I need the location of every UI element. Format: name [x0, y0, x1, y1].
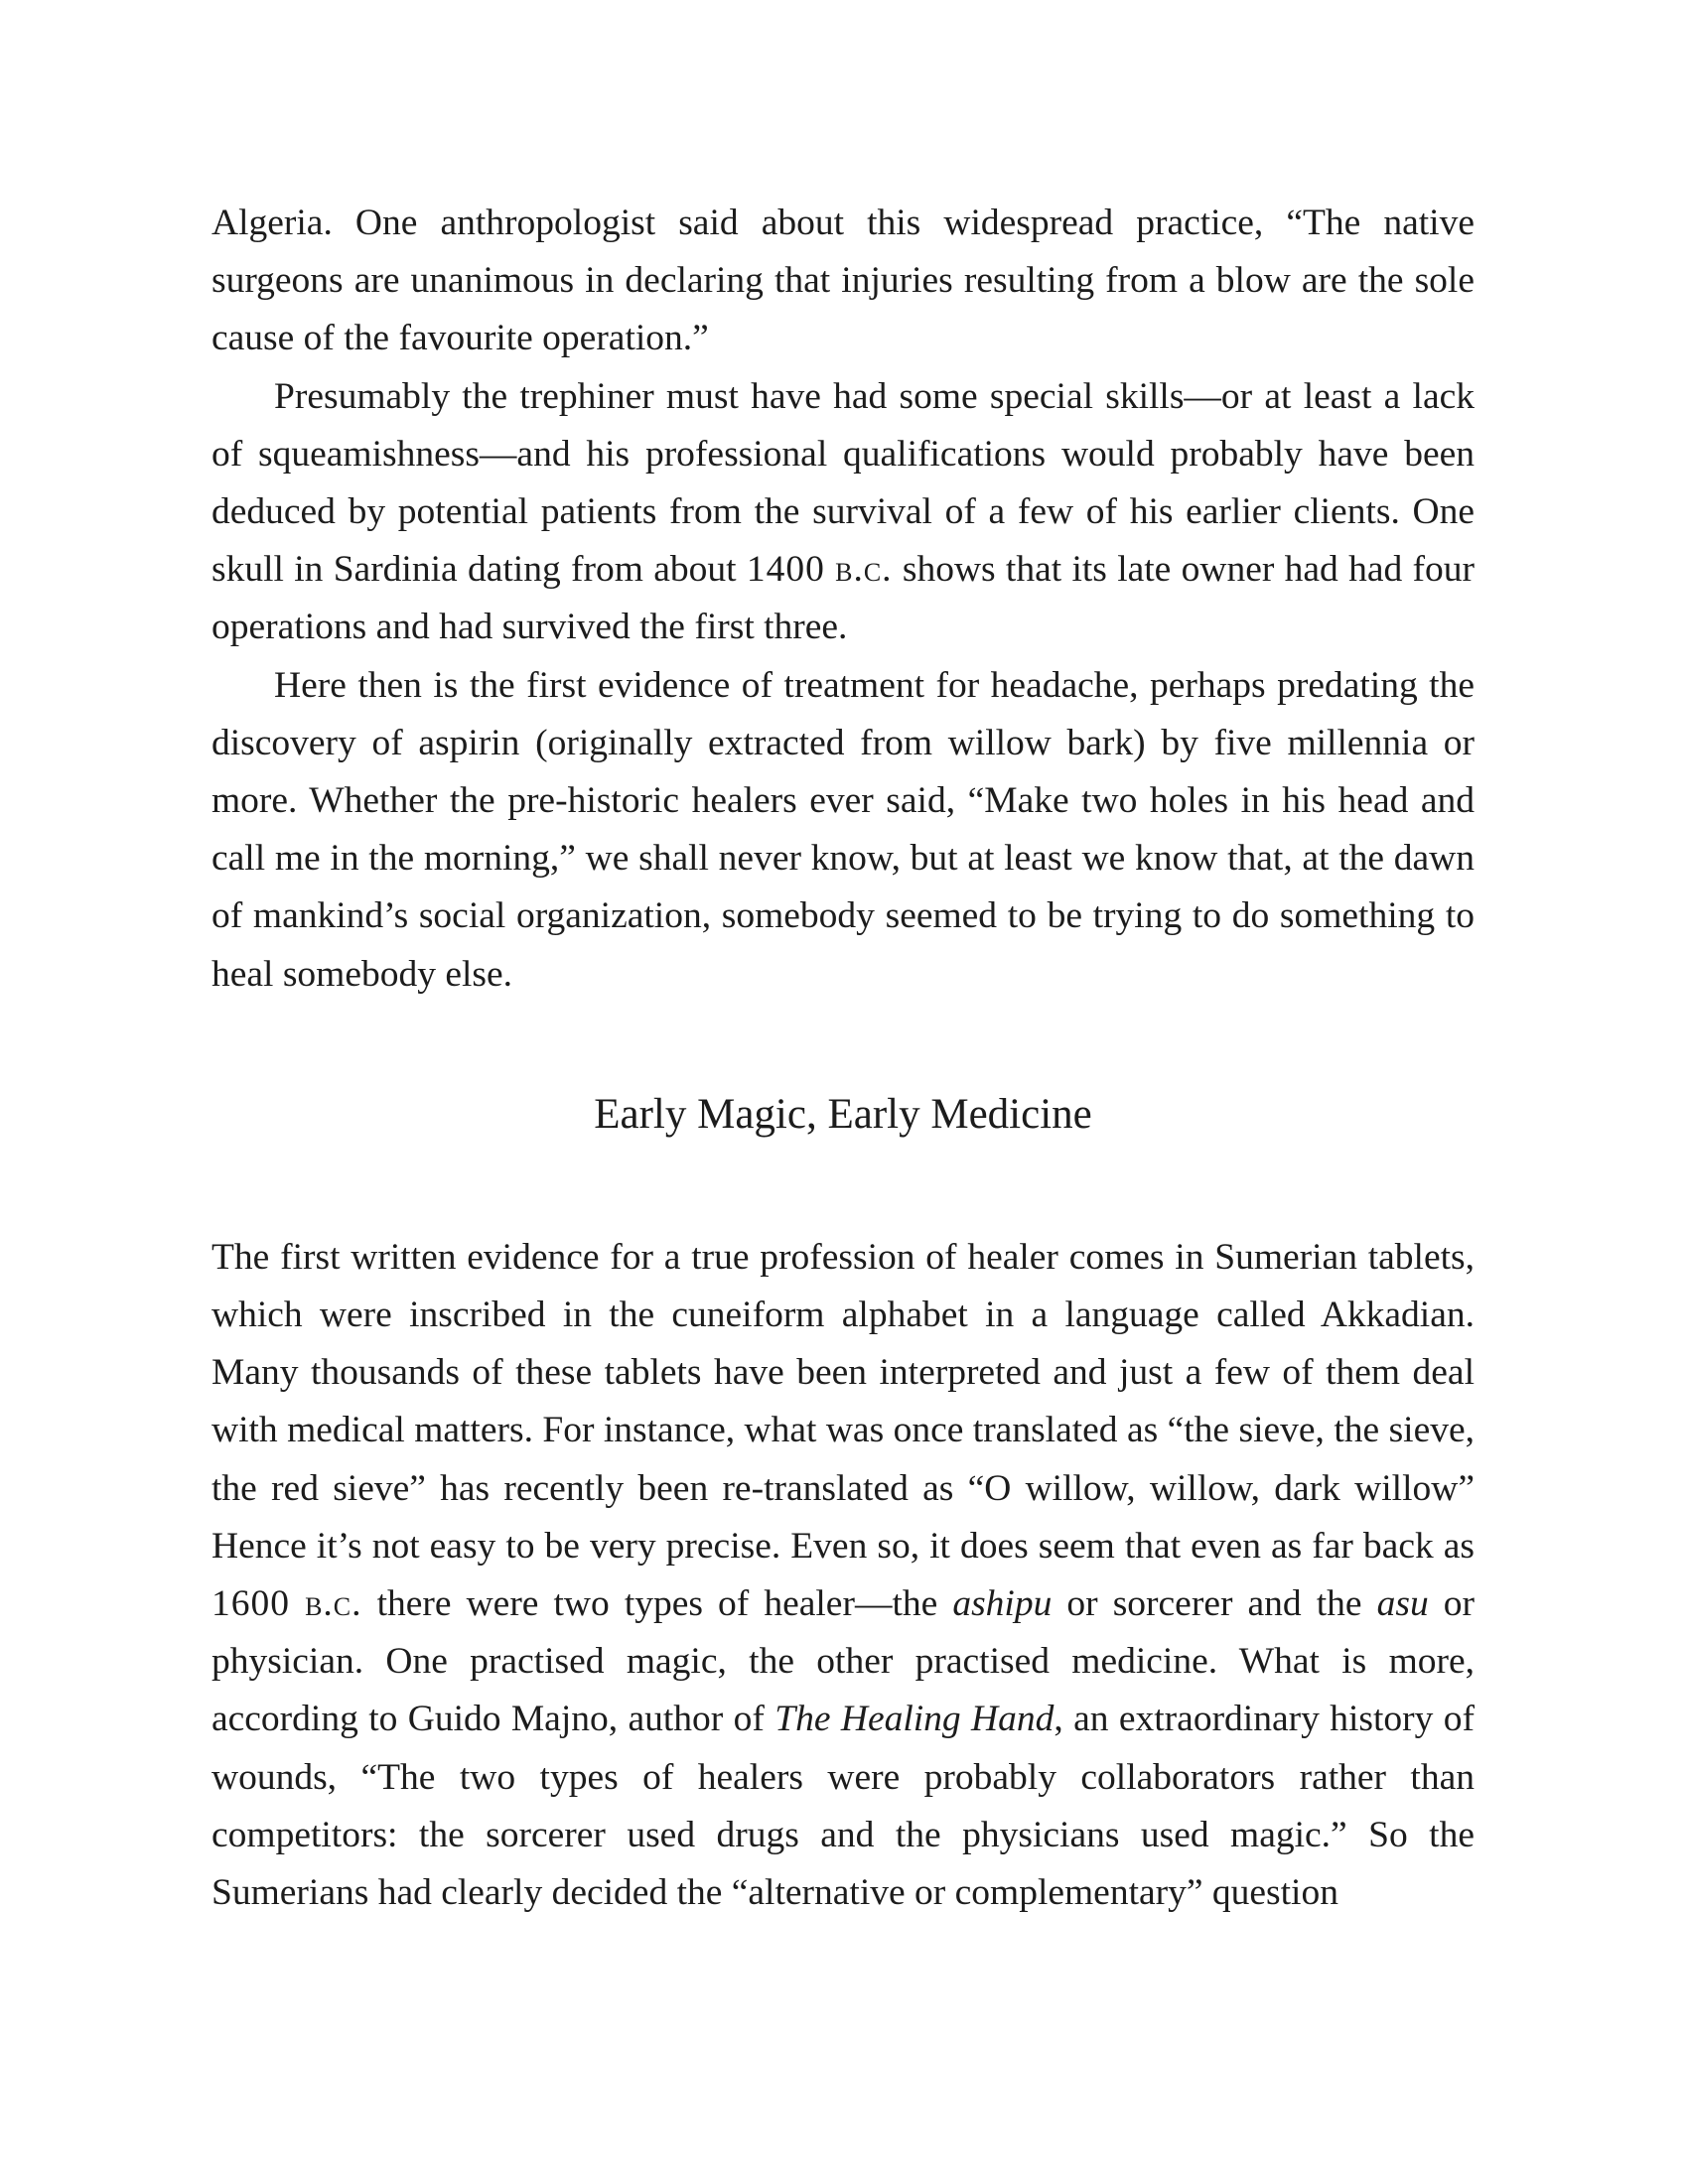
- space: [290, 1583, 305, 1624]
- paragraph-text: shows that its late owner had had four operations and had survived the first three.: [211, 549, 1475, 648]
- italic-term-ashipu: ashipu: [952, 1583, 1053, 1625]
- paragraph-text: there were two types of healer—the: [361, 1583, 953, 1625]
- paragraph-algeria: [211, 195, 1475, 368]
- era-abbreviation: b.c.: [305, 1583, 362, 1625]
- paragraph-text: , an extraordinary history of wounds, “The two types of healers were probably collaborators rather than competitors: the sorcerer used drugs and the physicians used magic.” So the Sumerians had clearly decided the “alternative or complementary” question: [211, 1699, 1475, 1914]
- book-page: [211, 195, 1475, 1922]
- space: [825, 549, 835, 590]
- paragraph-text: or sorcerer and the: [1052, 1583, 1377, 1625]
- paragraph-text: The first written evidence for a true profession of healer comes in Sumerian tablets, which were inscribed in the cuneiform alphabet in a language called Akkadian. Many thousands of these tablets have been interpreted and just a few of them deal with medical matters. For instance, what was once translated as “the sieve, the sieve, the red sieve” has recently been re-translated as “O willow, willow, dark willow” Hence it’s not easy to be very precise. Even so, it does seem that even as far back as: [211, 1236, 1475, 1567]
- era-abbreviation: b.c.: [835, 549, 893, 591]
- paragraph-text: or physician. One practised magic, the other practised medicine. What is more, according to Guido Majno, author of: [211, 1583, 1476, 1740]
- paragraph-text: Algeria. One anthropologist said about this widespread practice, “The native surgeons are unanimous in declaring that injuries resulting from a blow are the sole cause of the favourite operation.”: [211, 203, 1475, 359]
- year-number: 1600: [211, 1583, 290, 1625]
- paragraph-text: Presumably the trephiner must have had some special skills—or at least a lack of squeamishness—and his professional qualifications would probably have been deduced by potential patients from the survival of a few of his earlier clients. One skull in Sardinia dating from about: [211, 375, 1475, 591]
- year-number: 1400: [746, 549, 825, 591]
- book-title: The Healing Hand: [774, 1699, 1055, 1740]
- section-heading: Early Magic, Early Medicine: [594, 1090, 1092, 1138]
- italic-term-asu: asu: [1376, 1583, 1429, 1625]
- paragraph-text: Here then is the first evidence of treatment for headache, perhaps predating the discovery of aspirin (originally extracted from willow bark) by five millennia or more. Whether the pre-historic healers ever said, “Make two holes in his head and call me in the morning,” we shall never know, but at least we know that, at the dawn of mankind’s social organization, somebody seemed to be trying to do something to heal somebody else.: [211, 664, 1475, 995]
- paragraph-headache: [211, 657, 1475, 1004]
- paragraph-trephiner: [211, 368, 1475, 657]
- paragraph-sumerian: [211, 1229, 1475, 1922]
